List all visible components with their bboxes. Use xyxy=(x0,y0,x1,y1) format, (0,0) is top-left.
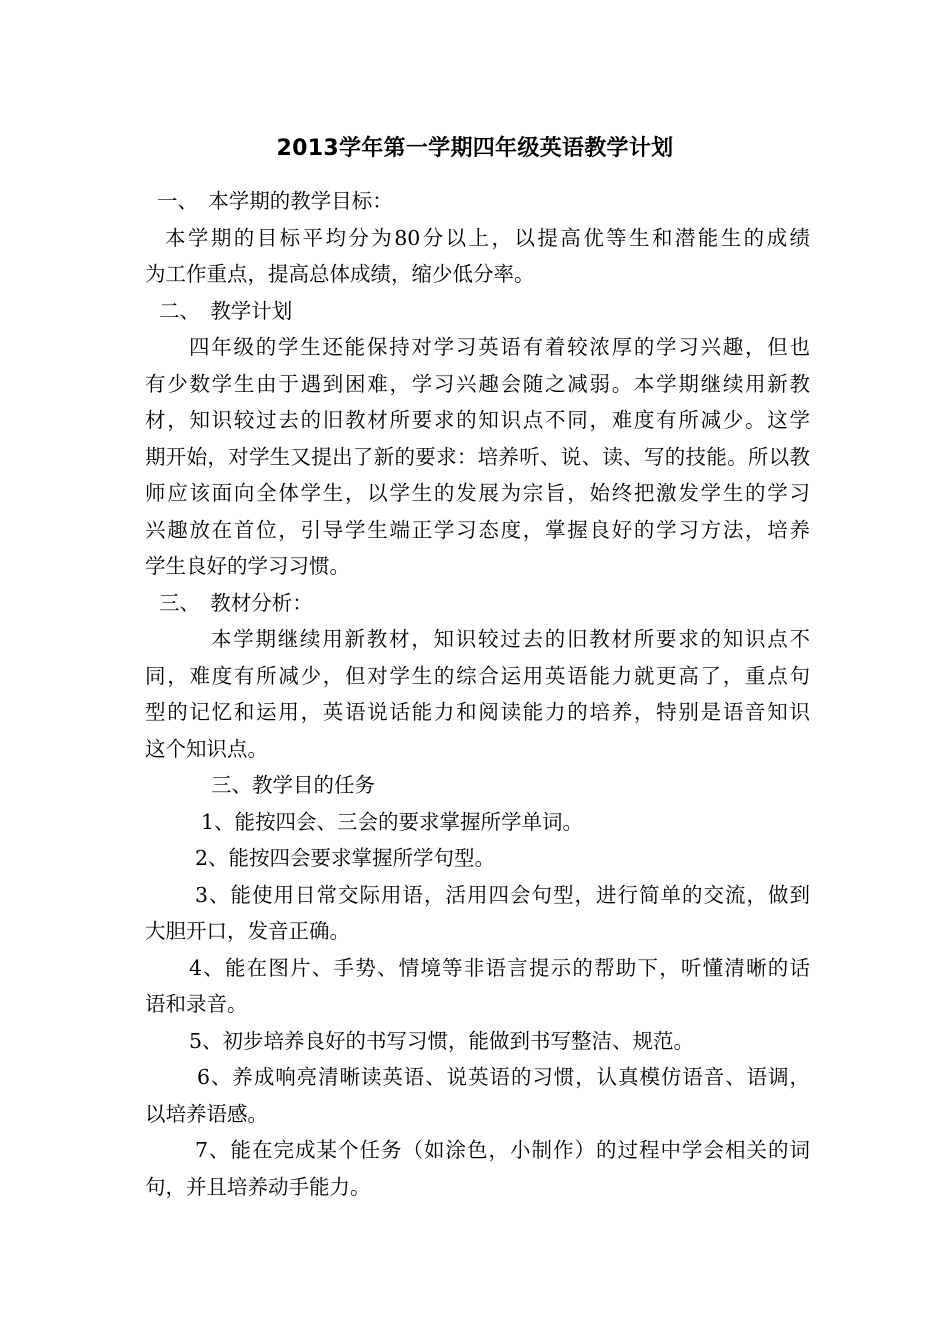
text-line: 二、 教学计划 xyxy=(159,298,293,323)
text-line: 同，难度有所减少，但对学生的综合运用英语能力就更高了，重点句 xyxy=(145,663,810,688)
text-line: 型的记忆和运用，英语说话能力和阅读能力的培养，特别是语音知识 xyxy=(145,700,810,724)
text-line: 4、能在图片、手势、情境等非语言提示的帮助下，听懂清晰的话 xyxy=(189,955,810,980)
text-line: 期开始，对学生又提出了新的要求：培养听、说、读、写的技能。所以教 xyxy=(145,444,810,469)
text-line: 6、养成响亮清晰读英语、说英语的习惯，认真模仿语音、语调， xyxy=(197,1065,810,1089)
text-line: 三、 教材分析： xyxy=(159,590,313,615)
document-title: 2013学年第一学期四年级英语教学计划 xyxy=(276,136,674,161)
text-line: 语和录音。 xyxy=(145,992,248,1016)
text-line: 四年级的学生还能保持对学习英语有着较浓厚的学习兴趣，但也 xyxy=(189,335,810,359)
text-line: 7、能在完成某个任务（如涂色，小制作）的过程中学会相关的词 xyxy=(195,1138,810,1162)
text-line: 兴趣放在首位，引导学生端正学习态度，掌握良好的学习方法，培养 xyxy=(145,517,810,542)
text-line: 大胆开口，发音正确。 xyxy=(145,919,350,943)
text-line: 句，并且培养动手能力。 xyxy=(145,1174,371,1199)
text-line: 本学期的目标平均分为80分以上，以提高优等生和潜能生的成绩 xyxy=(165,225,810,250)
text-line: 师应该面向全体学生，以学生的发展为宗旨，始终把激发学生的学习 xyxy=(145,481,810,505)
text-line: 材，知识较过去的旧教材所要求的知识点不同，难度有所减少。这学 xyxy=(145,408,810,432)
text-line: 为工作重点，提高总体成绩，缩少低分率。 xyxy=(145,262,535,286)
text-line: 以培养语感。 xyxy=(145,1101,268,1126)
text-line: 3、能使用日常交际用语，活用四会句型，进行简单的交流，做到 xyxy=(195,882,810,907)
text-line: 5、初步培养良好的书写习惯，能做到书写整洁、规范。 xyxy=(189,1028,695,1053)
text-line: 有少数学生由于遇到困难，学习兴趣会随之减弱。本学期继续用新教 xyxy=(145,371,810,396)
text-line: 一、 本学期的教学目标： xyxy=(157,189,393,213)
text-line: 这个知识点。 xyxy=(145,736,268,761)
text-line: 学生良好的学习习惯。 xyxy=(145,554,350,578)
text-line: 1、能按四会、三会的要求掌握所学单词。 xyxy=(201,809,584,834)
text-line: 本学期继续用新教材，知识较过去的旧教材所要求的知识点不 xyxy=(211,627,810,651)
text-line: 三、教学目的任务 xyxy=(211,773,375,797)
document-body xyxy=(145,183,810,1205)
text-line: 2、能按四会要求掌握所学句型。 xyxy=(195,846,496,870)
